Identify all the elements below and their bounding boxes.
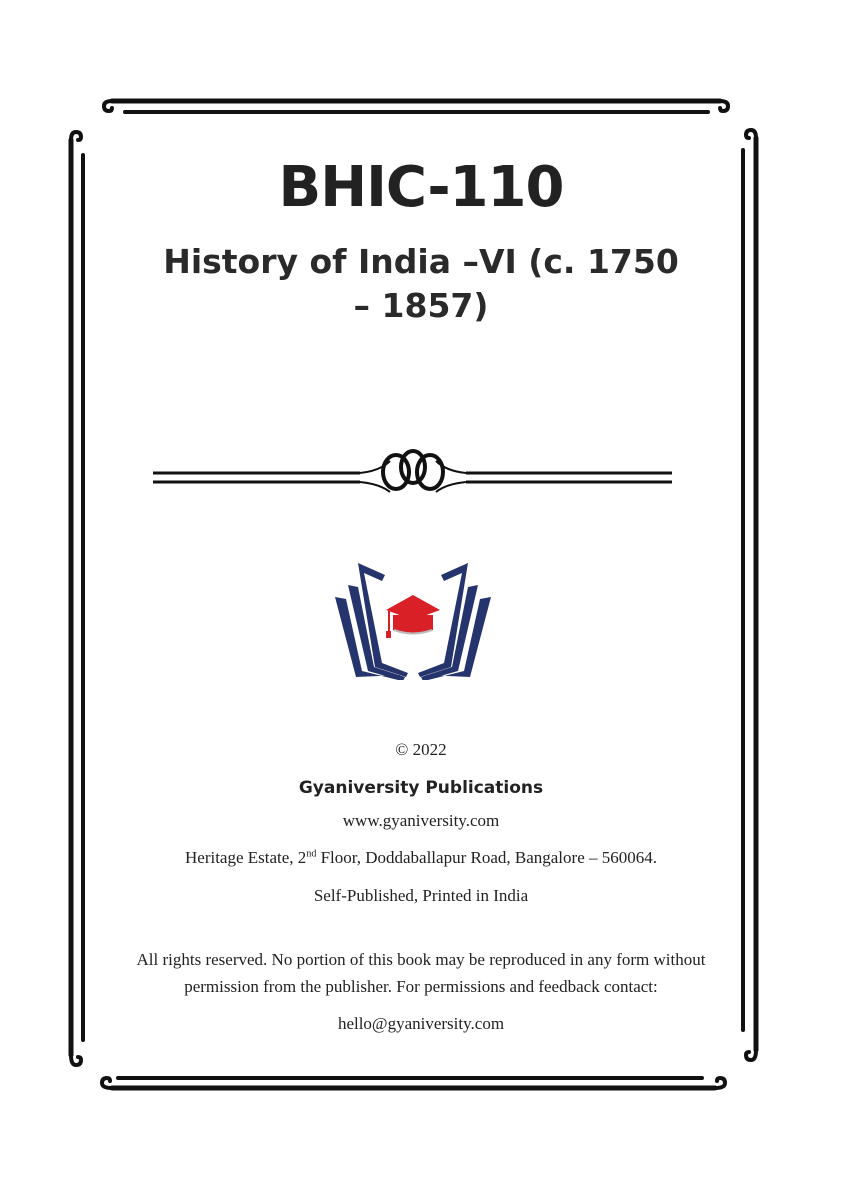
address-prefix: Heritage Estate, 2 bbox=[185, 848, 307, 867]
ornamental-divider bbox=[150, 445, 676, 495]
publisher-logo bbox=[330, 555, 496, 680]
contact-email[interactable]: hello@gyaniversity.com bbox=[337, 1014, 505, 1033]
website-link[interactable]: www.gyaniversity.com bbox=[342, 811, 500, 830]
copyright: © 2022 bbox=[395, 740, 447, 759]
course-code: BHIC-110 bbox=[278, 155, 564, 220]
address bbox=[0, 848, 842, 868]
rights-line-2: permission from the publisher. For permissions and feedback contact: bbox=[184, 977, 658, 996]
publisher-name: Gyaniversity Publications bbox=[298, 778, 544, 798]
address-suffix: Floor, Doddaballapur Road, Bangalore – 560064. bbox=[316, 848, 657, 867]
printing-info: Self-Published, Printed in India bbox=[313, 886, 529, 905]
rights-line-1: All rights reserved. No portion of this book may be reproduced in any form without bbox=[136, 950, 706, 969]
course-title: History of India –VI (c. 1750 – 1857) bbox=[163, 242, 679, 325]
address-sup: nd bbox=[306, 848, 317, 860]
